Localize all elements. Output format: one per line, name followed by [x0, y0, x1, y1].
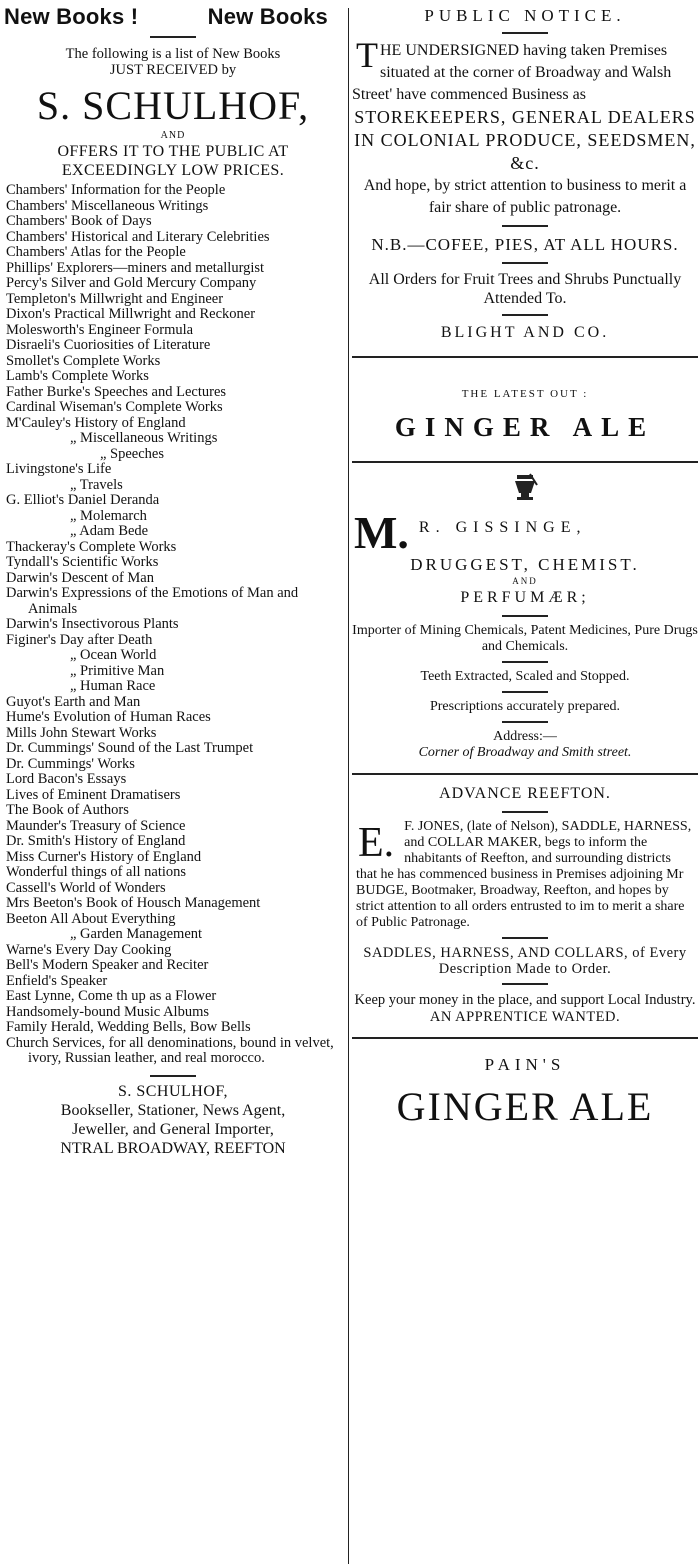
saddles-line: SADDLES, HARNESS, AND COLLARS, of Every Description Made to Order.	[363, 945, 687, 977]
divider	[502, 721, 548, 723]
gissinge-name: R. GISSINGE,	[418, 519, 587, 536]
address-text: Corner of Broadway and Smith street.	[418, 745, 632, 760]
book-item: „ Speeches	[100, 445, 165, 462]
book-item: „ Primitive Man	[70, 662, 165, 679]
teeth-line: Teeth Extracted, Scaled and Stopped.	[420, 669, 630, 684]
book-item: Cassell's World of Wonders	[6, 879, 166, 896]
book-item: „ Garden Management	[70, 926, 203, 942]
book-item: „ Molemarch	[70, 507, 147, 524]
book-item: Dr. Smith's History of England	[6, 833, 186, 849]
book-item: Warne's Every Day Cooking	[6, 941, 172, 958]
address-label: Address:—	[493, 729, 557, 744]
book-item: Lamb's Complete Works	[6, 368, 149, 384]
pains-heading: PAIN'S	[484, 1055, 566, 1074]
book-item: „ Human Race	[70, 678, 156, 694]
book-item: „ Adam Bede	[70, 523, 149, 539]
e-initial: E.	[358, 820, 395, 866]
divider	[502, 314, 548, 316]
book-item: East Lynne, Come th up as a Flower	[6, 988, 217, 1004]
book-item: Disraeli's Cuoriosities of Literature	[6, 337, 211, 353]
druggist-line: DRUGGEST, CHEMIST.	[410, 555, 640, 574]
divider	[502, 615, 548, 617]
gissinge-header	[352, 509, 698, 576]
advance-reefton: ADVANCE REEFTON.	[439, 785, 611, 802]
book-item: Chambers' Information for the People	[6, 182, 226, 198]
m-initial: M.	[354, 507, 409, 558]
divider	[502, 262, 548, 264]
right-column	[352, 0, 698, 1564]
book-item: Darwin's Insectivorous Plants	[6, 616, 179, 632]
book-item: „ Miscellaneous Writings	[70, 430, 218, 446]
intro-line-2: JUST RECEIVED by	[109, 62, 237, 78]
offers-line-1: OFFERS IT TO THE PUBLIC AT	[57, 143, 289, 160]
trade-line-1: Bookseller, Stationer, News Agent,	[60, 1101, 286, 1119]
section-rule	[352, 356, 698, 358]
section-rule	[352, 461, 698, 463]
section-rule	[352, 1037, 698, 1039]
book-item: Figiner's Day after Death	[6, 631, 153, 648]
mortar-pestle-icon	[510, 473, 540, 503]
book-item: Maunder's Treasury of Science	[6, 817, 186, 834]
book-item: Dr. Cummings' Sound of the Last Trumpet	[6, 740, 254, 756]
book-item: Chambers' Historical and Literary Celebrities	[6, 228, 270, 245]
trade-line-3: NTRAL BROADWAY, REEFTON	[60, 1139, 286, 1157]
book-item: Dr. Cummings' Works	[6, 755, 135, 772]
book-item: Percy's Silver and Gold Mercury Company	[6, 275, 257, 291]
heading-right: New Books	[207, 4, 328, 29]
public-notice-title: PUBLIC NOTICE.	[424, 6, 626, 25]
book-item: Molesworth's Engineer Formula	[6, 321, 194, 338]
book-item: Livingstone's Life	[6, 461, 112, 477]
book-item: M'Cauley's History of England	[6, 414, 186, 431]
book-item: Chambers' Miscellaneous Writings	[6, 197, 209, 214]
divider	[502, 691, 548, 693]
latest-out: THE LATEST OUT :	[461, 388, 589, 400]
book-item: Guyot's Earth and Man	[6, 693, 141, 710]
book-item: Hume's Evolution of Human Races	[6, 709, 211, 725]
divider	[502, 661, 548, 663]
book-item: Enfield's Speaker	[6, 972, 108, 989]
divider	[502, 225, 548, 227]
book-item: „ Travels	[70, 476, 123, 493]
divider	[502, 983, 548, 985]
book-item: The Book of Authors	[6, 802, 129, 818]
and-label: AND	[512, 576, 538, 586]
section-rule	[352, 773, 698, 775]
book-item: „ Ocean World	[70, 647, 157, 663]
divider	[502, 32, 548, 34]
book-item: Church Services, for all denominations, bound in velvet, ivory, Russian leather, and real morocco.	[6, 1034, 334, 1066]
and-label: AND	[160, 130, 186, 141]
book-item: G. Elliot's Daniel Deranda	[6, 492, 160, 508]
column-rule	[348, 8, 349, 1564]
book-item: Father Burke's Speeches and Lectures	[6, 383, 227, 400]
divider	[150, 36, 196, 38]
notice-signature: BLIGHT AND CO.	[440, 324, 610, 341]
books-heading	[0, 0, 346, 30]
book-item: Phillips' Explorers—miners and metallurgist	[6, 259, 265, 276]
book-item: Handsomely-bound Music Albums	[6, 1003, 209, 1020]
jones-body: F. JONES, (late of Nelson), SADDLE, HARNESS, and COLLAR MAKER, begs to inform the nhabitants of Reefton, and surrounding districts that he has commenced business in Premises adjoining Mr BUDGE, Bootmaker, Broadway, Reefton, and hopes by strict attention to all orders entrusted to im to merit a share of Public Patronage.	[356, 819, 692, 930]
book-item: Cardinal Wiseman's Complete Works	[6, 399, 223, 415]
book-item: Darwin's Descent of Man	[6, 569, 154, 586]
book-item: Mrs Beeton's Book of Housch Management	[6, 895, 261, 911]
notice-trades: STOREKEEPERS, GENERAL DEALERS IN COLONIAL PRODUCE, SEEDSMEN, &c.	[354, 107, 696, 173]
pains-ginger-ale: GINGER ALE	[396, 1084, 654, 1129]
book-item: Miss Curner's History of England	[6, 848, 202, 865]
divider	[502, 937, 548, 939]
book-item: Darwin's Expressions of the Emotions of Man and Animals	[6, 585, 299, 617]
book-item: Chambers' Book of Days	[6, 213, 152, 229]
book-item: Dixon's Practical Millwright and Reckoner	[6, 306, 256, 322]
divider	[502, 811, 548, 813]
intro-line-1: The following is a list of New Books	[65, 46, 281, 62]
notice-intro	[352, 35, 698, 106]
apprentice-line: AN APPRENTICE WANTED.	[429, 1009, 621, 1025]
book-item: Bell's Modern Speaker and Reciter	[6, 957, 209, 973]
book-item: Chambers' Atlas for the People	[6, 244, 186, 260]
divider	[150, 1075, 196, 1077]
book-item: Tyndall's Scientific Works	[6, 554, 159, 570]
importer-line: Importer of Mining Chemicals, Patent Medicines, Pure Drugs and Chemicals.	[352, 623, 698, 654]
jones-notice	[352, 819, 698, 931]
book-item: Smollet's Complete Works	[6, 352, 161, 369]
book-item: Templeton's Millwright and Engineer	[6, 290, 224, 307]
offers-line-2: EXCEEDINGLY LOW PRICES.	[61, 162, 285, 179]
book-list	[0, 183, 346, 1067]
signer-name: S. SCHULHOF,	[117, 1082, 229, 1100]
notice-nb: N.B.—COFEE, PIES, AT ALL HOURS.	[371, 235, 679, 254]
prescriptions-line: Prescriptions accurately prepared.	[429, 699, 621, 714]
book-item: Beeton All About Everything	[6, 910, 176, 927]
notice-orders: All Orders for Fruit Trees and Shrubs Punctually Attended To.	[368, 271, 682, 307]
notice-hope: And hope, by strict attention to business to merit a fair share of public patronage.	[363, 177, 687, 216]
perfumer-line: PERFUMÆR;	[460, 589, 590, 606]
heading-left: New Books !	[4, 4, 139, 29]
keep-money-line: Keep your money in the place, and support Local Industry.	[354, 992, 696, 1008]
book-item: Family Herald, Wedding Bells, Bow Bells	[6, 1019, 251, 1035]
left-column	[0, 0, 346, 1564]
book-item: Wonderful things of all nations	[6, 864, 187, 880]
dropcap-t: T	[356, 35, 378, 75]
trade-line-2: Jeweller, and General Importer,	[72, 1120, 274, 1138]
book-item: Lives of Eminent Dramatisers	[6, 786, 181, 803]
book-item: Lord Bacon's Essays	[6, 771, 127, 787]
notice-intro-text: HE UNDERSIGNED having taken Premises situated at the corner of Broadway and Walsh Street' have commenced Business as	[352, 42, 672, 103]
book-item: Thackeray's Complete Works	[6, 538, 177, 555]
ginger-ale-heading: GINGER ALE	[394, 412, 656, 442]
merchant-name: S. SCHULHOF,	[36, 83, 310, 128]
book-item: Mills John Stewart Works	[6, 724, 157, 741]
